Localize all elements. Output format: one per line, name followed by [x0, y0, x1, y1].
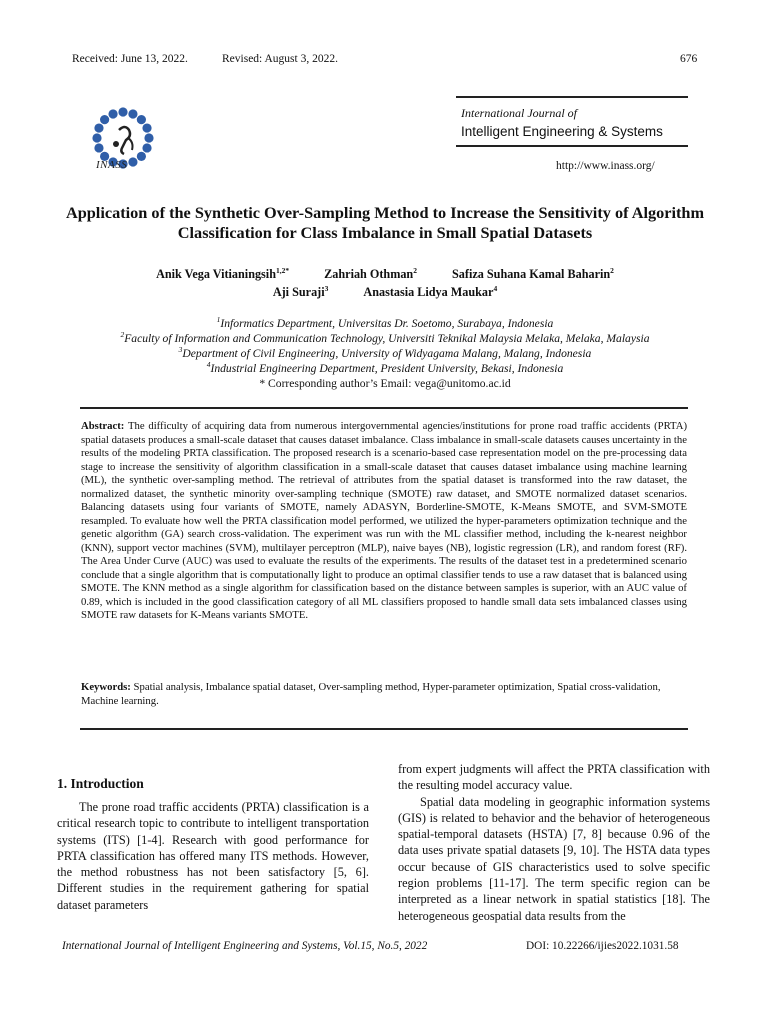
keywords-text: Spatial analysis, Imbalance spatial dataset, Over-sampling method, Hyper-parameter optimization, Spatial cross-validation, Machine learning.	[81, 681, 661, 707]
author-row-1	[60, 267, 710, 282]
journal-rule-top	[456, 96, 688, 98]
logo-dot	[142, 123, 151, 132]
abstract-rule-top	[80, 407, 688, 409]
logo-dot	[108, 109, 117, 118]
author: Safiza Suhana Kamal Baharin$^2$	[452, 265, 614, 281]
footer-doi[interactable]: DOI: 10.22266/ijies2022.1031.58	[526, 940, 679, 952]
logo-dot	[100, 115, 109, 124]
paragraph: from expert judgments will affect the PRTA classification with the resulting model accuracy value.	[398, 762, 710, 793]
abstract-rule-bottom	[80, 728, 688, 730]
affiliation: $^4$Industrial Engineering Department, President University, Bekasi, Indonesia	[206, 360, 564, 375]
logo-text: INASS	[96, 159, 128, 171]
logo-dot	[128, 157, 137, 166]
abstract-label: Abstract:	[81, 420, 125, 432]
author: Anik Vega Vitianingsih$^{1,2*}$	[156, 265, 290, 281]
journal-url[interactable]: http://www.inass.org/	[556, 160, 655, 172]
corresponding-author: * Corresponding author’s Email: vega@unitomo.ac.id	[259, 377, 511, 390]
journal-rule-bottom	[456, 145, 688, 147]
logo-dot	[94, 123, 103, 132]
intro-right-column	[398, 761, 710, 924]
affiliations	[40, 316, 730, 391]
journal-name-line2: Intelligent Engineering & Systems	[461, 124, 663, 139]
affiliation: $^3$Department of Civil Engineering, University of Widyagama Malang, Malang, Indonesia	[178, 345, 592, 360]
logo-dot	[118, 107, 127, 116]
paragraph: Spatial data modeling in geographic information systems (GIS) is related to behavior and the behavior of heterogeneous spatial-temporal datasets (HSTA) [7, 8] because 0.96 of the data uses private spatial datasets [9, 10]. The HSTA data types occur because of GIS characteristics used to solve specific region problems [11-17]. The term specific region can be interpreted as a linear network in spatial statistics [18]. The heterogeneous geospatial data results from the	[398, 794, 710, 923]
author: Zahriah Othman$^2$	[324, 265, 417, 281]
logo-dot	[137, 152, 146, 161]
author: Aji Suraji$^3$	[272, 283, 329, 299]
intro-left-column: The prone road traffic accidents (PRTA) classification is a critical research topic to contribute to intelligent transportation systems (ITS) [1-4]. Research with good performance for PRTA classification has offered many ITS methods. However, the method robustness has not been satisfactory [5, 6]. Different studies in the requirement gathering for spatial dataset parameters	[57, 800, 369, 912]
keywords	[81, 681, 687, 708]
logo-dot	[94, 143, 103, 152]
logo-dot	[128, 109, 137, 118]
paper-title: Application of the Synthetic Over-Sampling Method to Increase the Sensitivity of Algorithm Classification for Class Imbalance in Small Spatial Datasets	[65, 203, 705, 242]
author-row-2	[60, 285, 710, 300]
received-date: Received: June 13, 2022.	[72, 53, 188, 65]
author: Anastasia Lidya Maukar$^4$	[363, 283, 498, 299]
revised-date: Revised: August 3, 2022.	[222, 53, 338, 65]
affiliation: $^2$Faculty of Information and Communication Technology, Universiti Teknikal Malaysia Melaka, Melaka, Malaysia	[120, 330, 650, 345]
abstract	[81, 420, 687, 623]
section-title: 1. Introduction	[57, 776, 144, 791]
footer-journal: International Journal of Intelligent Engineering and Systems, Vol.15, No.5, 2022	[62, 940, 428, 952]
keywords-label: Keywords:	[81, 681, 131, 693]
page-number: 676	[680, 53, 698, 65]
abstract-text: The difficulty of acquiring data from numerous intergovernmental agencies/institutions for prone road traffic accidents (PRTA) spatial datasets produces a small-scale dataset that causes dataset imbalance. Class imbalance in small-scale datasets causes uncertainty in the results of the modeling PRTA classification. The proposed research is a scenario-based case representation model on the pre-processing data stage to increase the sensitivity of algorithm classification in a small-scale dataset that causes dataset imbalance using machine learning (ML), the synthetic over-sampling method. The retrieval of attributes from the spatial dataset is transformed into the raw dataset, the normalized dataset, the synthetic minority over-sampling technique (SMOTE) raw dataset, and SMOTE normalized dataset scenarios. Balancing datasets using four variants of SMOTE, namely ADASYN, Borderline-SMOTE, K-Means SMOTE, and SVM-SMOTE resampled. To evaluate how well the PRTA classification model performed, we utilized the hyper-parameters optimization technique and the genetic algorithm (GA) search cross-validation. The experiment was run with the ML classifier method, including the k-nearest neighbor (KNN), support vector machines (SVM), multilayer perceptron (MLP), naive bayes (NB), logistic regression (LR), and random forest (RF). The Area Under Curve (AUC) was used to evaluate the results of the experiments. The results of the dataset test in a predetermined scenario conclude that a single algorithm that is computationally light to produce an optimal classifier tends to use a raw dataset that is balanced using SMOTE. The KNN method as a single algorithm for classification based on the distance between samples is superior, with an AUC value of 0.89, which is included in the good classification category of all ML classifiers proposed to handle small data sets imbalanced classes using SMOTE raw datasets for K-Means variants SMOTE.	[81, 420, 688, 621]
logo-dot	[142, 143, 151, 152]
affiliation: $^1$Informatics Department, Universitas Dr. Soetomo, Surabaya, Indonesia	[216, 315, 554, 330]
logo-dot	[144, 133, 153, 142]
logo-dot	[137, 115, 146, 124]
journal-name-line1: International Journal of	[461, 106, 577, 120]
logo-dot	[92, 133, 101, 142]
